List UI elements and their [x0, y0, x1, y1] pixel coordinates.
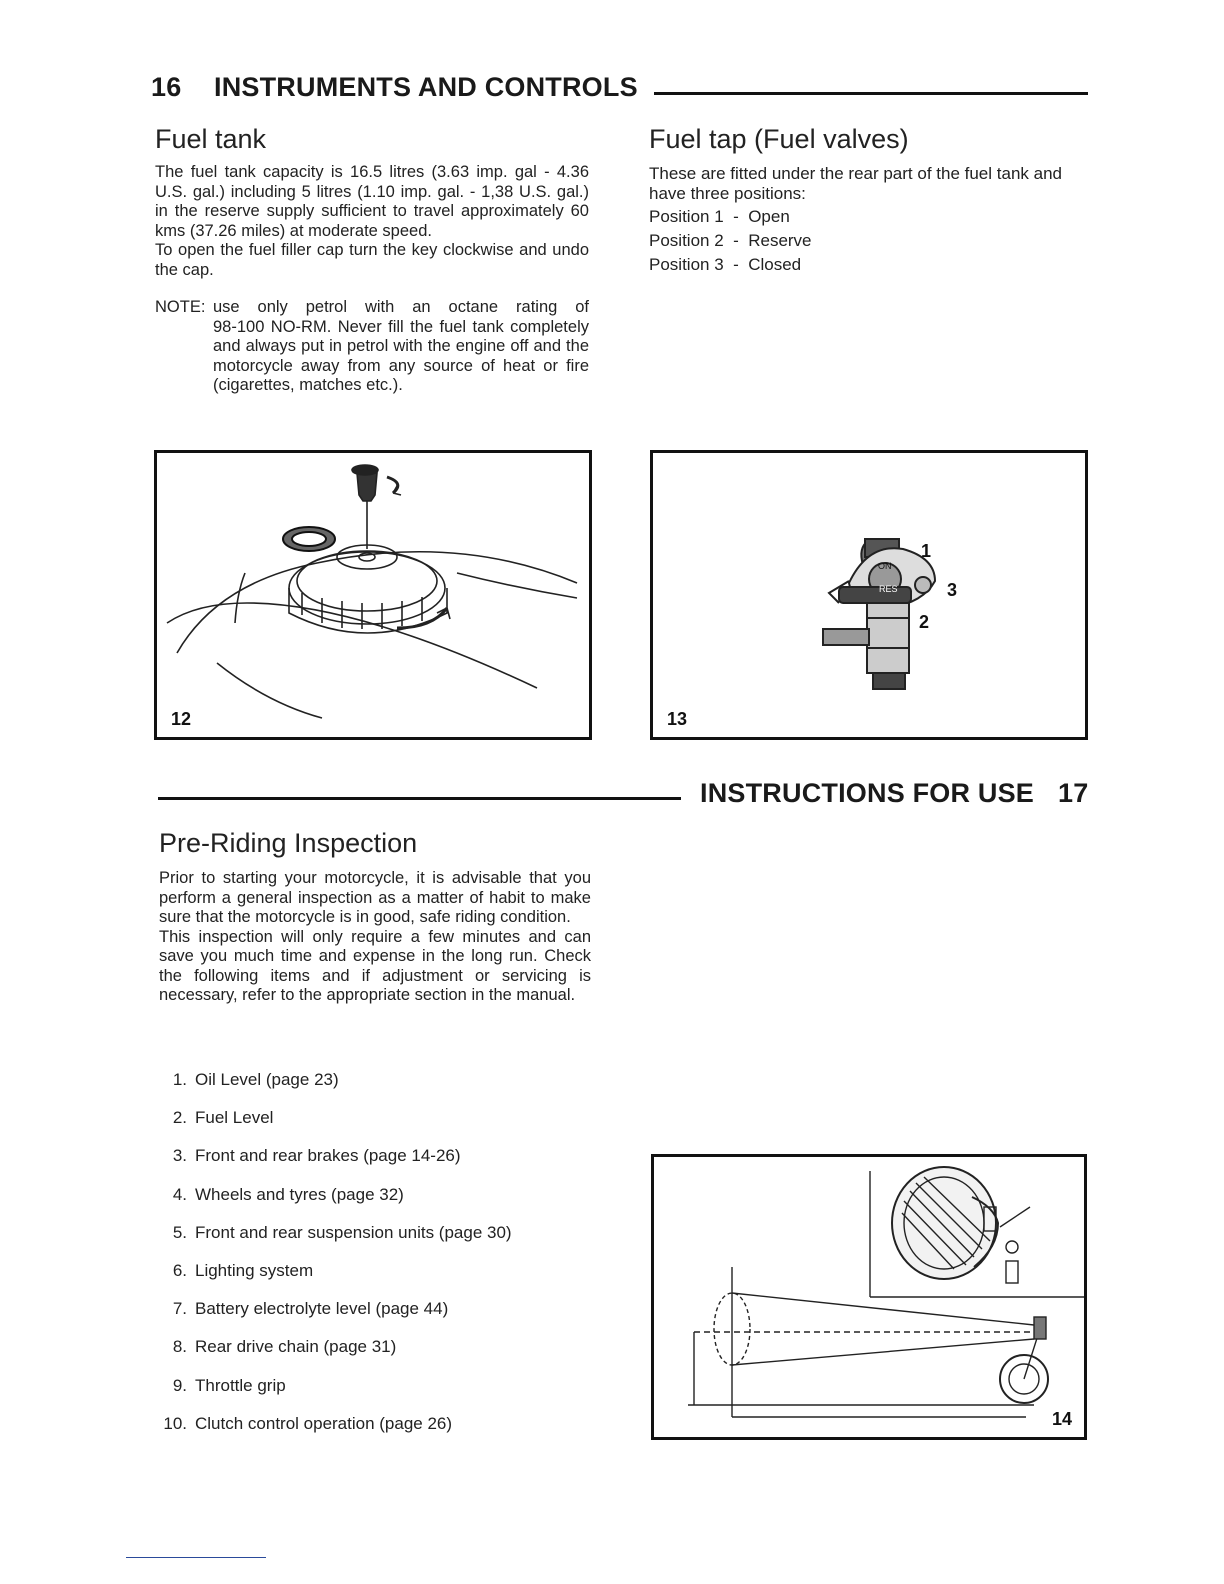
- checklist-item: [151, 1108, 611, 1146]
- footer-rule: [126, 1557, 266, 1558]
- pre-riding-paragraph-2: This inspection will only require a few minutes and can save you much time and expense in the long run. Check the following items and if adjustment or servicing is necessary, refer to the appropriate section in the manual.: [159, 927, 591, 1004]
- checklist-item: [151, 1337, 611, 1375]
- fuel-tank-paragraph: The fuel tank capacity is 16.5 litres (3.63 imp. gal - 4.36 U.S. gal.) including 5 litres (1.10 imp. gal. - 1,38 U.S. gal.) in the reserve supply sufficient to travel approximately 60 kms (37.26 miles) at moderate speed.: [155, 163, 589, 240]
- fuel-tap-positions: [649, 205, 1085, 277]
- checklist-item-text: Lighting system: [195, 1260, 314, 1280]
- fuel-tap-intro: These are fitted under the rear part of the fuel tank and have three positions:: [649, 164, 1062, 203]
- checklist-item-number: 6.: [172, 1260, 187, 1280]
- checklist-item-number: 7.: [172, 1299, 187, 1319]
- figure-13-fuel-tap: [650, 450, 1088, 740]
- checklist-item: [151, 1070, 611, 1108]
- figure-number-14: 14: [1052, 1409, 1073, 1429]
- fuel-cap-illustration: [157, 453, 589, 737]
- checklist-item: [151, 1223, 611, 1261]
- position-3: Position 3 - Closed: [649, 255, 802, 274]
- page-number-16: 16: [151, 72, 182, 102]
- checklist-item-text: Front and rear brakes (page 14-26): [195, 1146, 461, 1166]
- checklist-item-text: Throttle grip: [195, 1375, 286, 1395]
- checklist-item: [151, 1299, 611, 1337]
- checklist-item-text: Fuel Level: [195, 1108, 274, 1128]
- figure-12-fuel-cap: [154, 450, 592, 740]
- checklist-item-text: Wheels and tyres (page 32): [195, 1184, 404, 1204]
- figure-number-12: 12: [171, 709, 192, 729]
- headlight-beam-illustration: [654, 1157, 1084, 1437]
- note-first-line: [155, 298, 589, 318]
- fuel-tap-illustration: [653, 453, 1085, 737]
- pre-riding-section: [159, 828, 591, 1006]
- page-number-17: 17: [1058, 778, 1089, 808]
- inspection-checklist: [151, 1070, 611, 1452]
- header-rule-top: [654, 92, 1088, 95]
- position-2: Position 2 - Reserve: [649, 231, 812, 250]
- checklist-item-number: 2.: [172, 1108, 187, 1128]
- res-marking: RES: [879, 584, 898, 594]
- checklist-item-number: 8.: [172, 1337, 187, 1357]
- checklist-item-text: Oil Level (page 23): [195, 1070, 339, 1089]
- pre-riding-heading: Pre-Riding Inspection: [159, 828, 418, 858]
- section-title-instruments: INSTRUMENTS AND CONTROLS: [214, 72, 638, 102]
- note-first-text: use only petrol with an octane rating of: [213, 298, 589, 316]
- checklist-item: [151, 1261, 611, 1299]
- section-title-instructions: INSTRUCTIONS FOR USE: [700, 778, 1035, 808]
- checklist-item: [151, 1185, 611, 1223]
- pre-riding-paragraph: Prior to starting your motorcycle, it is advisable that you perform a general inspection as a matter of habit to make sure that the motorcycle is in good, safe riding condition.: [159, 869, 591, 926]
- fuel-tank-paragraph-2: To open the fuel filler cap turn the key clockwise and undo the cap.: [155, 241, 589, 279]
- checklist-item-number: 3.: [172, 1146, 187, 1166]
- checklist-item-text: Front and rear suspension units (page 30): [195, 1222, 512, 1242]
- checklist-item: [151, 1146, 611, 1184]
- tap-label-3: 3: [947, 580, 958, 600]
- fuel-tank-heading: Fuel tank: [155, 124, 267, 154]
- checklist-item-number: 4.: [172, 1184, 187, 1204]
- checklist-item-number: 9.: [172, 1375, 187, 1395]
- header-rule-bottom: [158, 797, 681, 800]
- checklist-list: [151, 1070, 611, 1452]
- figure-14-headlight: [651, 1154, 1087, 1440]
- position-1: Position 1 - Open: [649, 207, 790, 226]
- checklist-item-number: 10.: [163, 1413, 187, 1433]
- fuel-tap-section: [649, 124, 1085, 277]
- tap-label-2: 2: [919, 612, 930, 632]
- fuel-tank-note: [155, 298, 589, 396]
- note-label: NOTE:: [155, 298, 206, 316]
- fuel-tap-heading: Fuel tap (Fuel valves): [649, 124, 909, 154]
- checklist-item: [151, 1376, 611, 1414]
- checklist-item-number: 5.: [172, 1222, 187, 1242]
- figure-number-13: 13: [667, 709, 688, 729]
- checklist-item-text: Clutch control operation (page 26): [195, 1413, 453, 1433]
- on-marking: ON: [878, 561, 892, 571]
- checklist-item-number: 1.: [172, 1070, 187, 1089]
- tap-label-1: 1: [921, 541, 932, 561]
- checklist-item-text: Battery electrolyte level (page 44): [195, 1299, 449, 1319]
- note-body-text: 98-100 NO-RM. Never fill the fuel tank completely and always put in petrol with the engine off and the motorcycle away from any source of heat or fire (cigarettes, matches etc.).: [213, 317, 589, 394]
- checklist-item-text: Rear drive chain (page 31): [195, 1337, 397, 1357]
- fuel-tank-section: [155, 124, 589, 396]
- checklist-item: [151, 1414, 611, 1452]
